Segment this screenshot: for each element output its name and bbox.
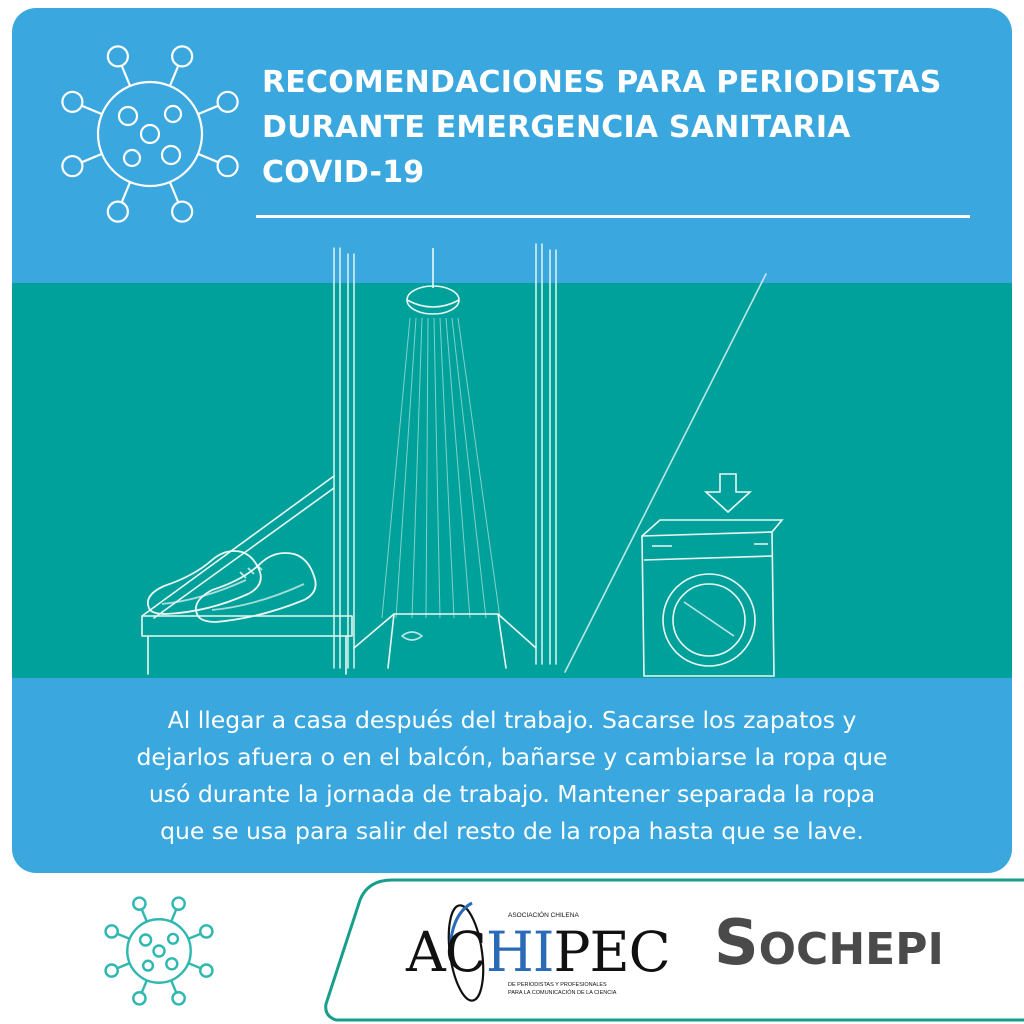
caption-line: dejarlos afuera o en el balcón, bañarse y cambiarse la ropa que [136, 743, 888, 771]
achipec-logo [406, 922, 670, 982]
achipec-letter: A [406, 920, 445, 984]
sochepi-logo [714, 906, 944, 979]
arrow-down-icon [706, 474, 750, 512]
achipec-tagline-top: ASOCIACIÓN CHILENA [508, 912, 579, 919]
washing-machine-icon [642, 520, 782, 676]
caption-line: usó durante la jornada de trabajo. Mantener separada la ropa [148, 780, 876, 808]
virus-icon [98, 890, 220, 1012]
info-card [12, 8, 1012, 873]
achipec-tagline-bottom [508, 982, 616, 997]
title-line: COVID-19 [262, 155, 425, 190]
caption-text [42, 702, 982, 850]
title-line: RECOMENDACIONES PARA PERIODISTAS [262, 65, 942, 100]
title-line: DURANTE EMERGENCIA SANITARIA [262, 110, 851, 145]
caption-line: que se usa para salir del resto de la ropa hasta que se lave. [160, 817, 864, 845]
sochepi-rest: OCHEPI [758, 924, 944, 975]
virus-icon [50, 34, 250, 234]
achipec-tagline-line: DE PERIODISTAS Y PROFESIONALES [508, 982, 607, 988]
caption-line: Al llegar a casa después del trabajo. Sacarse los zapatos y [167, 706, 857, 734]
page-title [262, 60, 992, 195]
sochepi-initial: S [714, 906, 759, 979]
achipec-highlight: HI [485, 920, 554, 984]
achipec-letters: PEC [553, 920, 670, 984]
illustration [12, 238, 1012, 678]
title-divider [256, 215, 970, 218]
achipec-letter: C [444, 920, 486, 984]
shower-icon [382, 248, 500, 618]
achipec-tagline-line: PARA LA COMUNICACIÓN DE LA CIENCIA [508, 989, 617, 996]
